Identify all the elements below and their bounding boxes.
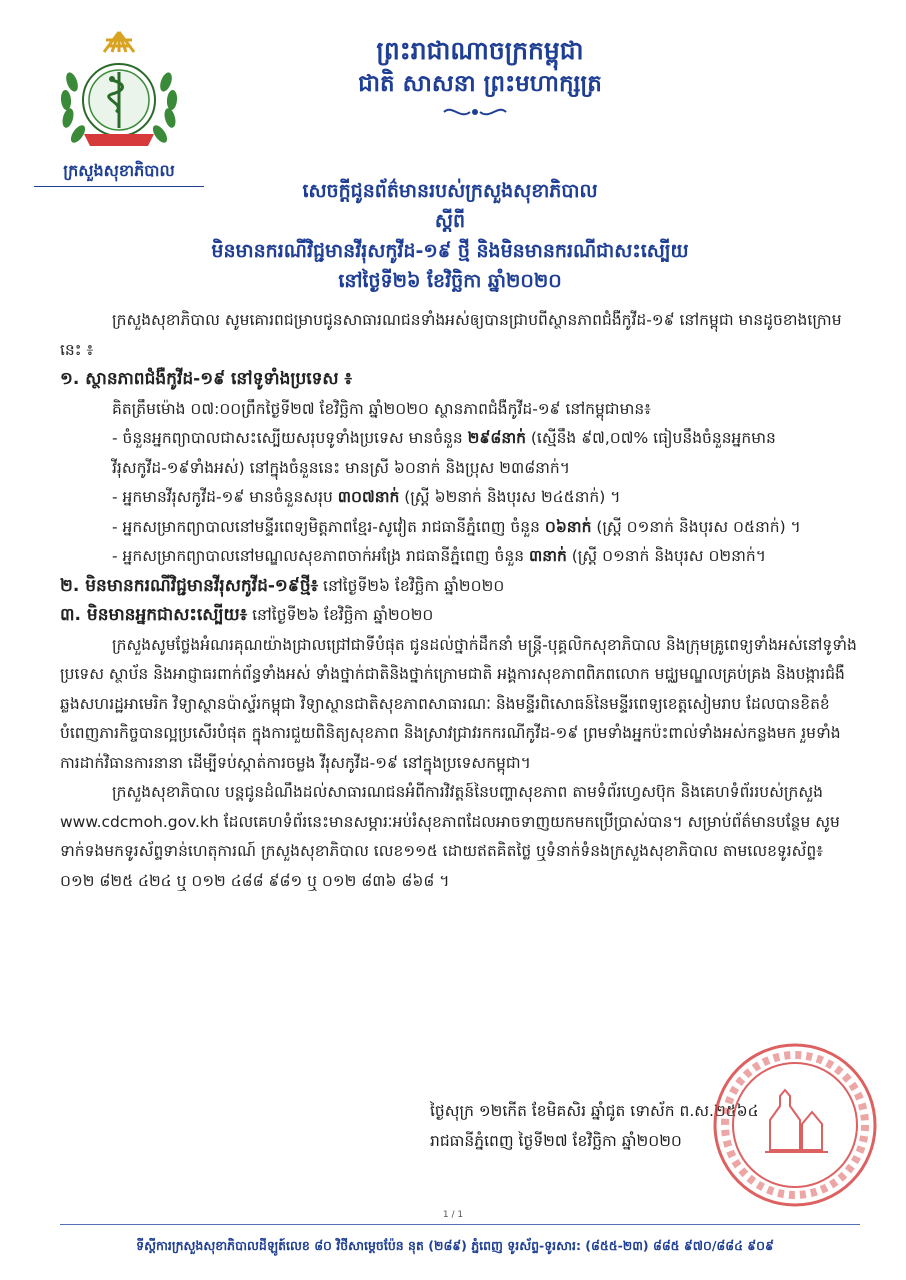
bullet-hospital: - អ្នកសម្រាកព្យាបាលនៅមន្ទីរពេទ្យមិត្តភាពខ្មែរ-សូវៀត រាជធានីភ្នំពេញ ចំនួន ០៦នាក់ (ស្ត្រី ០១នាក់ និងបុរស ០៥នាក់) ។: [112, 517, 801, 536]
bullet-total-cases: - អ្នកមានវីរុសកូវីដ-១៩ មានចំនួនសរុប ៣០៧នាក់ (ស្ត្រី ៦២នាក់ និងបុរស ២៤៥នាក់) ។: [112, 488, 621, 506]
thanks-paragraph: ក្រសួងសូមថ្លែងអំណរគុណយ៉ាងជ្រាលជ្រៅជាទីបំផុត ជូនដល់ថ្នាក់ដឹកនាំ មន្ត្រី-បុគ្គលិកសុខាភិបាល និងក្រុមគ្រូពេទ្យទាំងអស់នៅទូទាំងប្រទេស ស្ថាប័ន និងអាជ្ញាធរពាក់ព័ន្ធទាំងអស់ ទាំងថ្នាក់ជាតិនិងថ្នាក់ក្រោមជាតិ អង្គការសុខភាពពិភពលោក មជ្ឈមណ្ឌលគ្រប់គ្រង និងបង្ការជំងឺឆ្លងសហរដ្ឋអាមេរិក វិទ្យាស្ថានប៉ាស្ទ័រកម្ពុជា វិទ្យាស្ថានជាតិសុខភាពសាធារណៈ និងមន្ទីរពិសោធន៍នៃមន្ទីរពេទ្យខេត្តសៀមរាប ដែលបានខិតខំបំពេញភារកិច្ចបានល្អប្រសើរបំផុត ក្នុងការជួយពិនិត្យសុខភាព និងស្រាវជ្រាវរកករណីកូវីដ-១៩ ព្រមទាំងអ្នកប៉ះពាល់ទាំងអស់កន្លងមក រួមទាំងការដាក់វិធានការនានា ដើម្បីទប់ស្កាត់ការចម្លង វីរុសកូវីដ-១៩ នៅក្នុងប្រទេសកម្ពុជា។: [60, 635, 857, 772]
issue-date: រាជធានីភ្នំពេញ ថ្ងៃទី២៧ ខែវិច្ឆិកា ឆ្នាំ២០២០: [430, 1132, 682, 1150]
document-body: [60, 306, 860, 896]
lunar-date: ថ្ងៃសុក្រ ១២កើត ខែមិគសិរ ឆ្នាំជូត ទោស័ក ព.ស.២៥៦៤: [430, 1102, 759, 1120]
bullet-health-center: - អ្នកសម្រាកព្យាបាលនៅមណ្ឌលសុខភាពចាក់អង្រែ រាជធានីភ្នំពេញ ចំនួន ៣នាក់ (ស្ត្រី ០១នាក់ និងបុរស ០២នាក់។: [112, 547, 766, 565]
section-1-heading: ១. ស្ថានភាពជំងឺកូវីដ-១៩ នៅទូទាំងប្រទេស ៖: [60, 369, 352, 389]
title-line-2: ស្តីពី: [434, 210, 466, 232]
title-line-1: សេចក្តីជូនព័ត៌មានរបស់ក្រសួងសុខាភិបាល: [302, 180, 598, 202]
footer-address: ទីស្តីការក្រសួងសុខាភិបាលដីឡូត៍លេខ ៨០ វិថីសាម្តេចប៉ែន នុត (២៨៩) ភ្នំពេញ ទូរស័ព្ទ-ទូរសារ: (៨៥៥-២៣) ៨៨៥ ៩៧០/៨៨៤ ៩០៩: [136, 1238, 774, 1253]
motto-line: ជាតិ សាសនា ព្រះមហាក្សត្រ: [358, 70, 602, 97]
section-3-heading: ៣. មិនមានអ្នកជាសះស្បើយ៖ នៅថ្ងៃទី២៦ ខែវិច្ឆិកា ឆ្នាំ២០២០: [60, 605, 434, 625]
title-line-4: នៅថ្ងៃទី២៦ ខែវិច្ឆិកា ឆ្នាំ២០២០: [338, 270, 562, 292]
intro-paragraph: ក្រសួងសុខាភិបាល សូមគោរពជម្រាបជូនសាធារណជនទាំងអស់ឲ្យបានជ្រាបពីស្ថានភាពជំងឺកូវីដ-១៩ នៅកម្ពុជា មានដូចខាងក្រោមនេះ ៖: [60, 311, 842, 359]
bullet-recovered: - ចំនួនអ្នកព្យាបាលជាសះស្បើយសរុបទូទាំងប្រទេស មានចំនួន ២៩៨នាក់ (ស្មើនឹង ៩៧,០៧% ធៀបនឹងចំនួនអ្នកមានវីរុសកូវីដ-១៩ទាំងអស់) នៅក្នុងចំនួននេះ មានស្រី ៦០នាក់ និងប្រុស ២៣៨នាក់។: [112, 429, 776, 477]
title-line-3: មិនមានករណីវិជ្ជមានវីរុសកូវីដ-១៩ ថ្មី និងមិនមានករណីជាសះស្បើយ: [211, 240, 689, 262]
info-paragraph: ក្រសួងសុខាភិបាល បន្តជូនដំណឹងដល់សាធារណជនអំពីការវិវត្តន៍នៃបញ្ហាសុខភាព តាមទំព័រហ្វេសប៊ុក និងគេហទំព័ររបស់ក្រសួង www.cdcmoh.gov.kh ដែលគេហទំព័រនេះមានសម្ភារៈអប់រំសុខភាពដែលអាចទាញយកមកប្រើប្រាស់បាន។ សម្រាប់ព័ត៌មានបន្ថែម សូមទាក់ទងមកទូរស័ព្ទទាន់ហេតុការណ៍ ក្រសួងសុខាភិបាល លេខ១១៥ ដោយឥតគិតថ្លៃ ឬទំនាក់ទំនងក្រសួងសុខាភិបាល តាមលេខទូរស័ព្ទ៖ ០១២ ៨២៥ ៤២៤ ឬ ០១២ ៤៨៨ ៩៨១ ឬ ០១២ ៨៣៦ ៨៦៨ ។: [60, 783, 840, 890]
official-stamp-icon: [710, 1040, 880, 1210]
kingdom-motto: [300, 34, 660, 100]
section-2-heading: ២. មិនមានករណីវិជ្ជមានវីរុសកូវីដ-១៩ថ្មី៖ នៅថ្ងៃទី២៦ ខែវិច្ឆិកា ឆ្នាំ២០២០: [60, 575, 505, 596]
ministry-name: ក្រសួងសុខាភិបាល: [34, 160, 204, 187]
document-title: [90, 176, 810, 296]
ministry-logo-icon: [44, 22, 194, 162]
section-1-as-of: គិតត្រឹមម៉ោង ០៧:០០ព្រឹកថ្ងៃទី២៧ ខែវិច្ឆិកា ឆ្នាំ២០២០ ស្ថានភាពជំងឺកូវីដ-១៩ នៅកម្ពុជាមាន៖: [112, 399, 651, 418]
ornament-icon: [440, 104, 510, 120]
kingdom-line: ព្រះរាជាណាចក្រកម្ពុជា: [376, 36, 584, 65]
footer-divider: [60, 1224, 860, 1225]
page-number: 1 / 1: [442, 1210, 464, 1220]
